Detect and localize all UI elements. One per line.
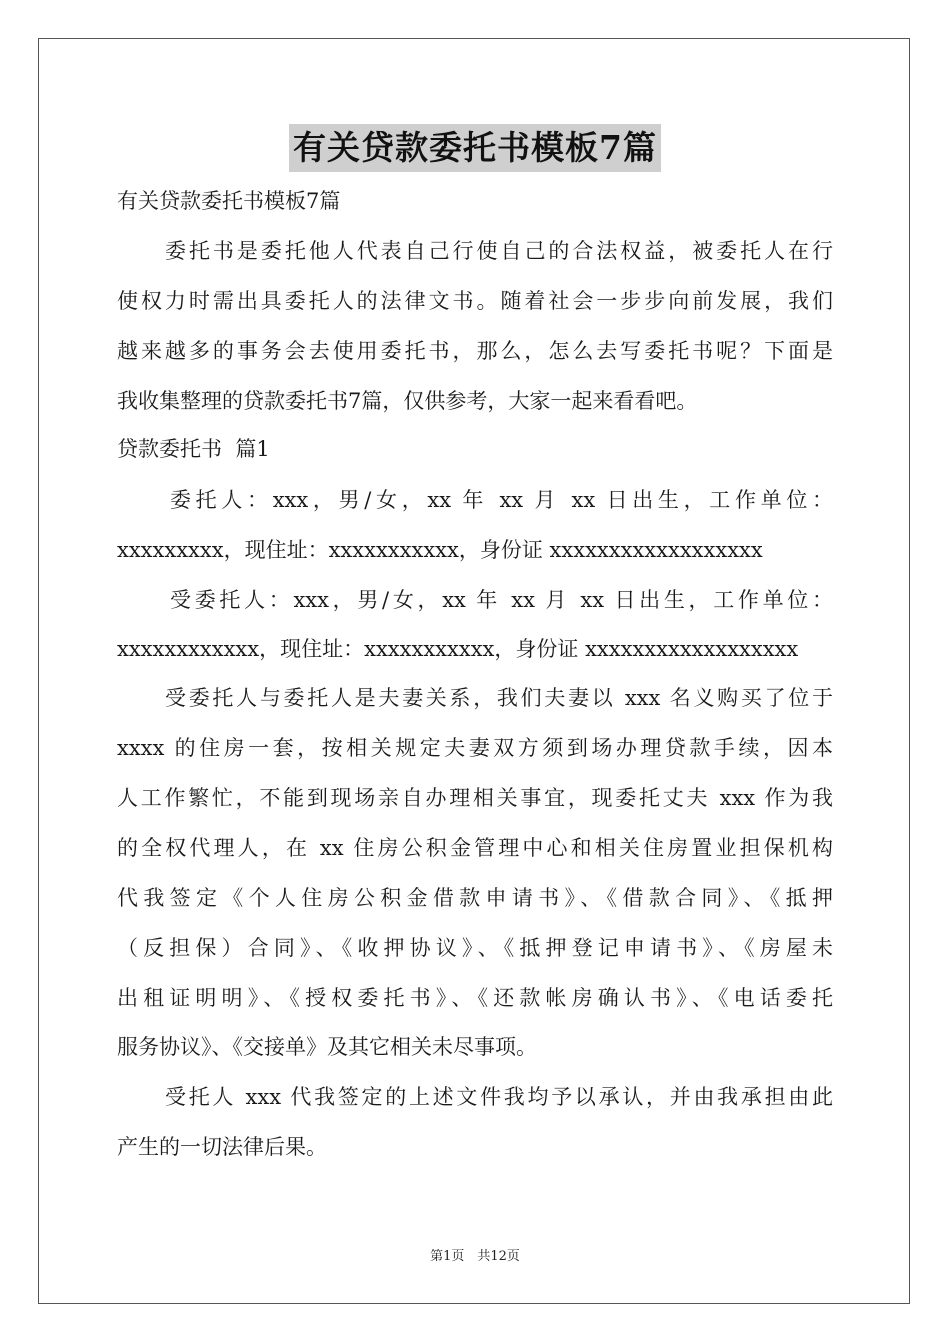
- paragraph-line: 的全权代理人，在 xx 住房公积金管理中心和相关住房置业担保机构: [117, 836, 833, 860]
- page-border: [38, 38, 910, 1304]
- paragraph-line: xxxxxxxxx，现住址：xxxxxxxxxxx，身份证 xxxxxxxxxxxxxxxxxx: [117, 538, 763, 562]
- paragraph-line: 受委托人：xxx，男/女，xx 年 xx 月 xx 日出生，工作单位：: [170, 588, 833, 612]
- title-container: [0, 124, 950, 172]
- paragraph-line: 委托人：xxx，男/女，xx 年 xx 月 xx 日出生，工作单位：: [170, 488, 833, 512]
- paragraph-line: 服务协议》、《交接单》及其它相关未尽事项。: [117, 1035, 537, 1059]
- document-subtitle: 有关贷款委托书模板7篇: [117, 189, 341, 213]
- document-title: 有关贷款委托书模板7篇: [289, 124, 661, 172]
- paragraph-line: 委托书是委托他人代表自己行使自己的合法权益，被委托人在行: [165, 239, 833, 263]
- paragraph-line: 出租证明明》、《授权委托书》、《还款帐房确认书》、《电话委托: [117, 986, 833, 1010]
- paragraph-line: 我收集整理的贷款委托书7篇，仅供参考，大家一起来看看吧。: [117, 389, 698, 413]
- paragraph-line: 人工作繁忙，不能到现场亲自办理相关事宜，现委托丈夫 xxx 作为我: [117, 786, 833, 810]
- page-number: 第1页 共12页: [430, 1249, 520, 1264]
- paragraph-line: 产生的一切法律后果。: [117, 1135, 327, 1159]
- paragraph-line: 使权力时需出具委托人的法律文书。随着社会一步步向前发展，我们: [117, 289, 833, 313]
- paragraph-line: 受托人 xxx 代我签定的上述文件我均予以承认，并由我承担由此: [165, 1085, 833, 1109]
- paragraph-line: 越来越多的事务会去使用委托书，那么，怎么去写委托书呢？下面是: [117, 339, 833, 363]
- paragraph-line: xxxx 的住房一套，按相关规定夫妻双方须到场办理贷款手续，因本: [117, 736, 833, 760]
- paragraph-line: （反担保）合同》、《收押协议》、《抵押登记申请书》、《房屋未: [117, 936, 833, 960]
- paragraph-line: 代我签定《个人住房公积金借款申请书》、《借款合同》、《抵押: [117, 886, 833, 910]
- paragraph-line: xxxxxxxxxxxx，现住址：xxxxxxxxxxx，身份证 xxxxxxxxxxxxxxxxxx: [117, 637, 799, 661]
- paragraph-line: 受委托人与委托人是夫妻关系，我们夫妻以 xxx 名义购买了位于: [165, 686, 833, 710]
- section-heading: 贷款委托书 篇1: [117, 437, 270, 461]
